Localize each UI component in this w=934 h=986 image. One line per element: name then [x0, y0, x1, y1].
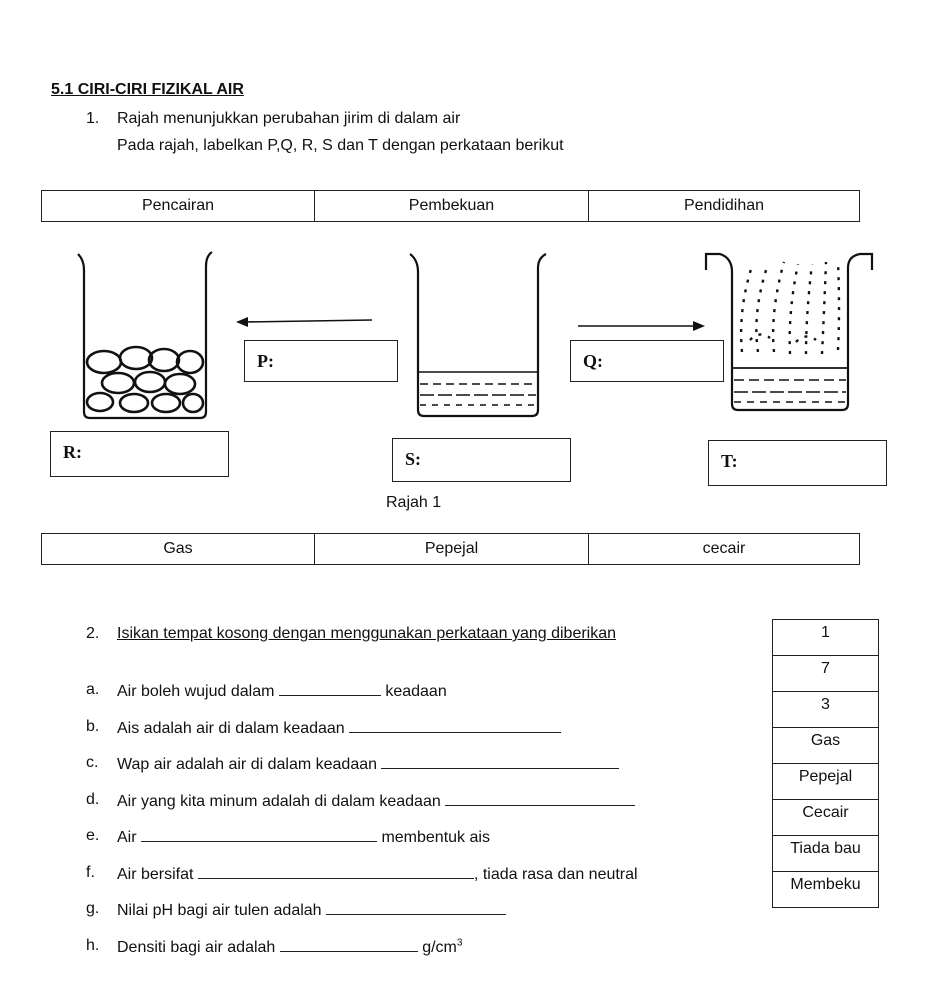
question-1-subtext: Pada rajah, labelkan P,Q, R, S dan T dengan perkataan berikut — [117, 137, 564, 154]
arrow-right-icon — [578, 321, 705, 331]
arrow-left-icon — [236, 317, 372, 327]
option-cell: Gas — [773, 728, 879, 764]
answer-blank[interactable] — [141, 827, 377, 842]
item-text-after: , tiada rasa dan neutral — [473, 866, 638, 883]
label-box-q[interactable] — [570, 340, 724, 382]
option-cell: 7 — [773, 656, 879, 692]
label-box-r[interactable] — [50, 431, 229, 477]
question-2-text: Isikan tempat kosong dengan menggunakan perkataan yang diberikan — [117, 625, 617, 642]
option-cell: 1 — [773, 620, 879, 656]
option-cell: Pepejal — [773, 764, 879, 800]
item-letter: a. — [86, 681, 100, 698]
item-letter: h. — [86, 937, 100, 954]
label-r: R: — [63, 442, 82, 462]
item-text-after: membentuk ais — [377, 829, 490, 846]
answer-blank[interactable] — [279, 681, 381, 696]
question-1-number: 1. — [86, 110, 100, 127]
item-text-before: Nilai pH bagi air tulen adalah — [117, 902, 327, 919]
answer-blank[interactable] — [326, 900, 506, 915]
label-box-s[interactable] — [392, 438, 571, 482]
word-bank-top — [41, 190, 860, 222]
answer-blank[interactable] — [280, 937, 418, 952]
item-text-before: Air yang kita minum adalah di dalam keadaan — [117, 793, 446, 810]
answer-blank[interactable] — [445, 791, 635, 806]
beaker-ice — [78, 252, 212, 418]
item-text-after: keadaan — [380, 683, 447, 700]
label-t: T: — [721, 451, 738, 471]
label-q: Q: — [583, 351, 603, 371]
option-cell: Membeku — [773, 872, 879, 908]
word-bank-bottom — [41, 533, 860, 565]
item-text-after: g/cm — [417, 939, 457, 956]
word-bank-bottom-cell: cecair — [589, 534, 860, 565]
word-bank-bottom-cell: Pepejal — [315, 534, 589, 565]
option-cell: Tiada bau — [773, 836, 879, 872]
item-letter: f. — [86, 864, 95, 881]
item-text-before: Densiti bagi air adalah — [117, 939, 280, 956]
beaker-boiling — [706, 254, 872, 410]
option-cell: Cecair — [773, 800, 879, 836]
option-cell: 3 — [773, 692, 879, 728]
state-change-diagram — [0, 240, 934, 430]
item-text-before: Air boleh wujud dalam — [117, 683, 279, 700]
label-box-p[interactable] — [244, 340, 398, 382]
question-1-text: Rajah menunjukkan perubahan jirim di dalam air — [117, 110, 461, 127]
word-bank-bottom-cell: Gas — [42, 534, 315, 565]
item-letter: d. — [86, 791, 100, 808]
label-s: S: — [405, 449, 422, 469]
item-letter: b. — [86, 718, 100, 735]
question-2-number: 2. — [86, 625, 100, 642]
answer-blank[interactable] — [381, 754, 619, 769]
word-bank-top-cell: Pencairan — [42, 191, 315, 222]
answer-blank[interactable] — [198, 864, 474, 879]
answer-blank[interactable] — [349, 718, 561, 733]
item-text-before: Air — [117, 829, 141, 846]
word-bank-top-cell: Pendidihan — [589, 191, 860, 222]
unit-superscript: 3 — [456, 937, 463, 949]
word-bank-top-cell: Pembekuan — [315, 191, 589, 222]
beaker-water — [410, 254, 546, 416]
item-text-before: Ais adalah air di dalam keadaan — [117, 720, 350, 737]
item-letter: c. — [86, 754, 99, 771]
diagram-caption: Rajah 1 — [386, 494, 442, 511]
label-p: P: — [257, 351, 274, 371]
item-letter: g. — [86, 900, 100, 917]
section-title: 5.1 CIRI-CIRI FIZIKAL AIR — [51, 81, 244, 98]
item-text-before: Air bersifat — [117, 866, 198, 883]
item-text-before: Wap air adalah air di dalam keadaan — [117, 756, 382, 773]
item-letter: e. — [86, 827, 100, 844]
answer-options-table — [772, 619, 879, 908]
label-box-t[interactable] — [708, 440, 887, 486]
